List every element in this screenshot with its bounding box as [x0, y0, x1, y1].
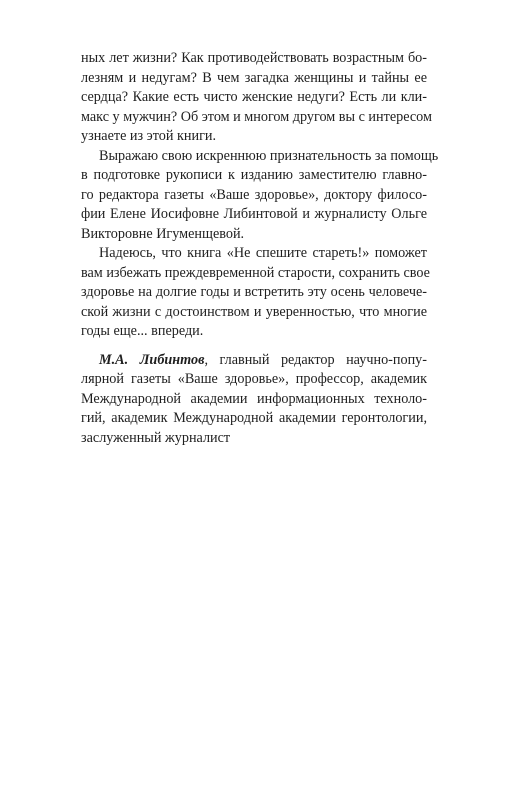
- signature-line: [81, 351, 427, 371]
- text-line: ской жизни с достоинством и уверенностью, что многие: [81, 303, 427, 320]
- text-line: узнаете из этой книги.: [81, 128, 217, 144]
- text-line: Выражаю свою искреннюю признательность за помощь: [99, 147, 439, 164]
- paragraph-1: [81, 49, 432, 147]
- text-line: годы еще... впереди.: [81, 323, 204, 339]
- text-line: в подготовке рукописи к изданию заместителю главно-: [81, 167, 427, 183]
- text-line: вам избежать преждевременной старости, сохранить свое: [81, 264, 430, 281]
- paragraph-2: [81, 147, 439, 245]
- signature-line: заслуженный журналист: [81, 429, 231, 446]
- text-line: Надеюсь, что книга «Не спешите стареть!» поможет: [99, 245, 427, 261]
- signature-line: Международной академии информационных техноло-: [81, 390, 427, 407]
- signature-text: , главный редактор научно-попу-: [204, 351, 427, 368]
- paragraph-3: [81, 244, 430, 342]
- text-line: сердца? Какие есть чисто женские недуги? Есть ли кли-: [81, 89, 427, 105]
- text-line: макс у мужчин? Об этом и многом другом вы с интересом: [81, 108, 432, 125]
- signature-line: гий, академик Международной академии геронтологии,: [81, 410, 427, 426]
- text-line: здоровье на долгие годы и встретить эту осень человече-: [81, 284, 427, 300]
- text-line: фии Елене Иосифовне Либинтовой и журналисту Ольге: [81, 206, 427, 222]
- page-text: [81, 49, 439, 448]
- author-name: М.А. Либинтов: [99, 351, 205, 368]
- author-signature: [81, 351, 427, 449]
- text-line: Викторовне Игуменщевой.: [81, 225, 245, 242]
- signature-line: лярной газеты «Ваше здоровье», профессор, академик: [81, 371, 427, 387]
- text-line: го редактора газеты «Ваше здоровье», доктору филосо-: [81, 186, 427, 203]
- text-line: лезням и недугам? В чем загадка женщины и тайны ее: [81, 69, 427, 86]
- text-line: ных лет жизни? Как противодействовать возрастным бо-: [81, 50, 427, 66]
